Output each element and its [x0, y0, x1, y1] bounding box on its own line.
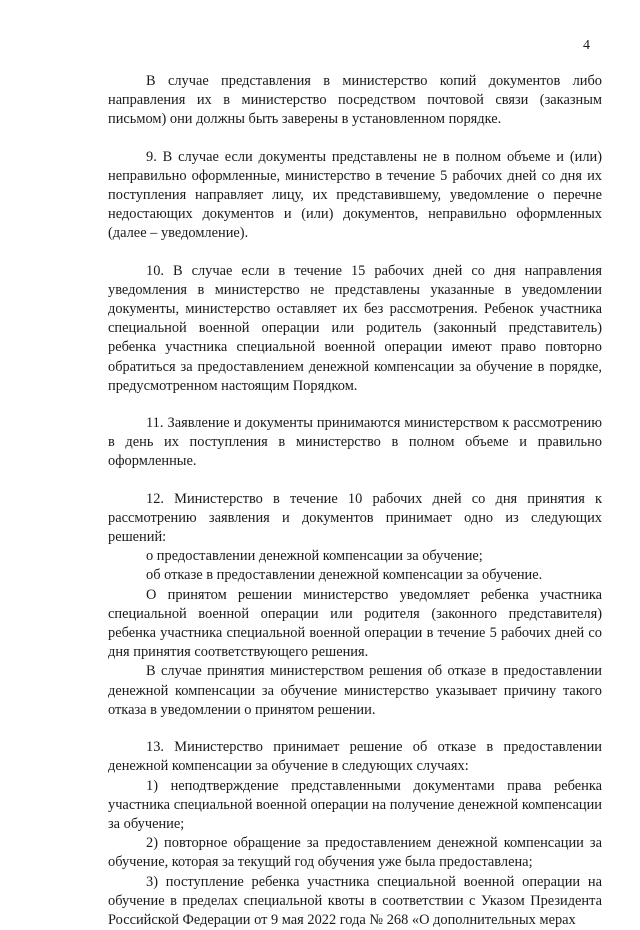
paragraph: 12. Министерство в течение 10 рабочих дней со дня принятия к рассмотрению заявления и документов принимает одно из следующих решений:	[108, 490, 602, 546]
paragraph: об отказе в предоставлении денежной компенсации за обучение.	[146, 567, 543, 584]
paragraph: 11. Заявление и документы принимаются министерством к рассмотрению в день их поступления в министерство в полном объеме и правильно оформленные.	[108, 415, 602, 470]
paragraph: 10. В случае если в течение 15 рабочих дней со дня направления уведомления в министерство не представлены указанные в уведомлении документы, министерство оставляет их без рассмотрения. Ребенок участника специальной военной операции или родитель (законный представитель) ребенка участника специальной военной операции имеют право повторно обратиться за предоставлением денежной компенсации за обучение в порядке, предусмотренном настоящим Порядком.	[108, 262, 602, 394]
page-number: 4	[583, 38, 590, 53]
paragraph: 3) поступление ребенка участника специальной военной операции на обучение в пределах специальной квоты в соответствии с Указом Президента Российской Федерации от 9 мая 2022 года № 268 «О дополнительных мерах	[108, 873, 602, 928]
paragraph: О принятом решении министерство уведомляет ребенка участника специальной военной операции или родителя (законного представителя) ребенка участника специальной военной операции в течение 5 рабочих дней со дня принятия соответствующего решения.	[108, 586, 602, 661]
paragraph: 1) неподтверждение представленными документами права ребенка участника специальной военной операции на получение денежной компенсации за обучение;	[108, 777, 602, 832]
paragraph: о предоставлении денежной компенсации за обучение;	[146, 548, 483, 565]
document-body	[108, 72, 602, 930]
paragraph: 9. В случае если документы представлены не в полном объеме и (или) неправильно оформленные, министерство в течение 5 рабочих дней со дня их поступления направляет лицу, их представившему, уведомление о перечне недостающих документов и (или) документов, неправильно оформленных (далее – уведомление).	[108, 148, 602, 242]
paragraph: В случае представления в министерство копий документов либо направления их в министерство посредством почтовой связи (заказным письмом) они должны быть заверены в установленном порядке.	[108, 73, 602, 128]
paragraph: 13. Министерство принимает решение об отказе в предоставлении денежной компенсации за обучение в следующих случаях:	[108, 739, 602, 775]
paragraph: 2) повторное обращение за предоставлением денежной компенсации за обучение, которая за текущий год обучения уже была предоставлена;	[108, 835, 602, 871]
paragraph: В случае принятия министерством решения об отказе в предоставлении денежной компенсации за обучение министерство указывает причину такого отказа в уведомлении о принятом решении.	[108, 663, 602, 718]
